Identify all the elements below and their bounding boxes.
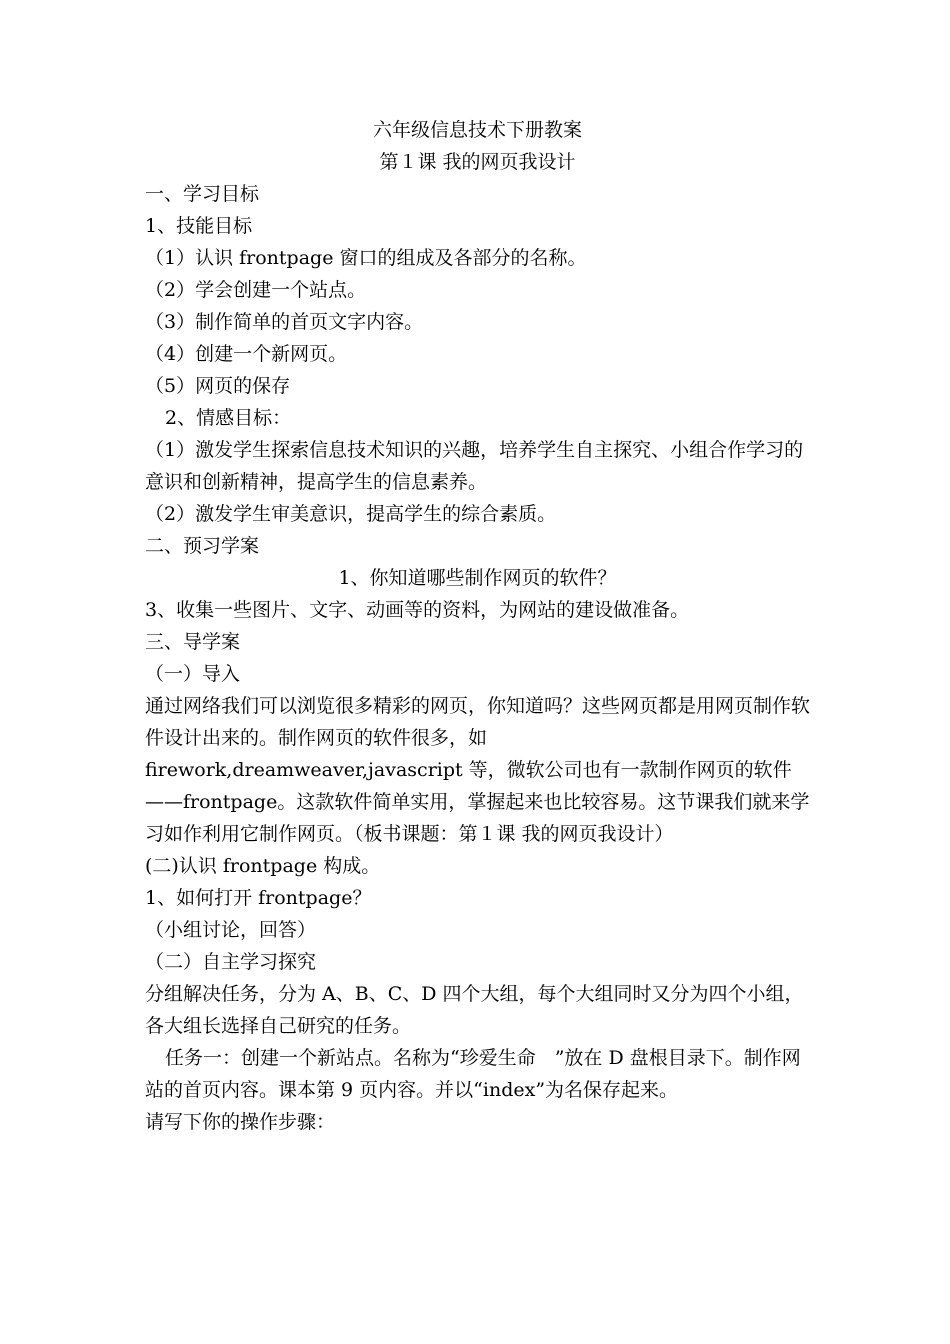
section-heading: 一、学习目标 [145,183,260,205]
list-item: （2）激发学生审美意识，提高学生的综合素质。 [145,503,557,525]
list-item: （3）制作简单的首页文字内容。 [145,311,424,333]
list-item: （2）学会创建一个站点。 [145,279,367,301]
subsection-heading: （二）自主学习探究 [145,951,317,973]
section-heading: 三、导学案 [145,631,241,653]
question: 1、如何打开 frontpage？ [145,887,372,909]
paragraph: 分组解决任务，分为 A、B、C、D 四个大组，每个大组同时又分为四个小组，各大组长选择自己研究的任务。 [145,983,804,1037]
subsection-heading: 2、情感目标： [165,407,292,429]
paragraph: firework,dreamweaver,javascript 等，微软公司也有一款制作网页的软件——frontpage。这款软件简单实用，掌握起来也比较容易。这节课我们就来学习如作利用它制作网页。（板书课题：第１课 我的网页我设计） [145,759,810,845]
answer-note: （小组讨论，回答） [145,919,317,941]
instruction: 请写下你的操作步骤： [145,1111,336,1133]
paragraph: 通过网络我们可以浏览很多精彩的网页，你知道吗？这些网页都是用网页制作软件设计出来的。制作网页的软件很多，如 [145,695,811,749]
preview-question: 3、收集一些图片、文字、动画等的资料，为网站的建设做准备。 [145,599,690,621]
document-title: 六年级信息技术下册教案 [372,119,582,141]
list-item: （5）网页的保存 [145,375,291,397]
list-item: （4）创建一个新网页。 [145,343,348,365]
document-page [145,114,810,1138]
subsection-heading: （一）导入 [145,663,241,685]
section-heading: 二、预习学案 [145,535,260,557]
lesson-title: 第１课 我的网页我设计 [379,151,576,173]
subsection-heading: (二)认识 frontpage 构成。 [145,855,381,877]
task-paragraph: 任务一：创建一个新站点。名称为“珍爱生命 ”放在 D 盘根目录下。制作网站的首页内容。课本第 9 页内容。并以“index”为名保存起来。 [145,1047,801,1101]
list-item: （1）认识 frontpage 窗口的组成及各部分的名称。 [145,247,587,269]
preview-question: 1、你知道哪些制作网页的软件？ [338,567,617,589]
list-item: （1）激发学生探索信息技术知识的兴趣，培养学生自主探究、小组合作学习的意识和创新精神，提高学生的信息素养。 [145,439,804,493]
subsection-heading: 1、技能目标 [145,215,253,237]
